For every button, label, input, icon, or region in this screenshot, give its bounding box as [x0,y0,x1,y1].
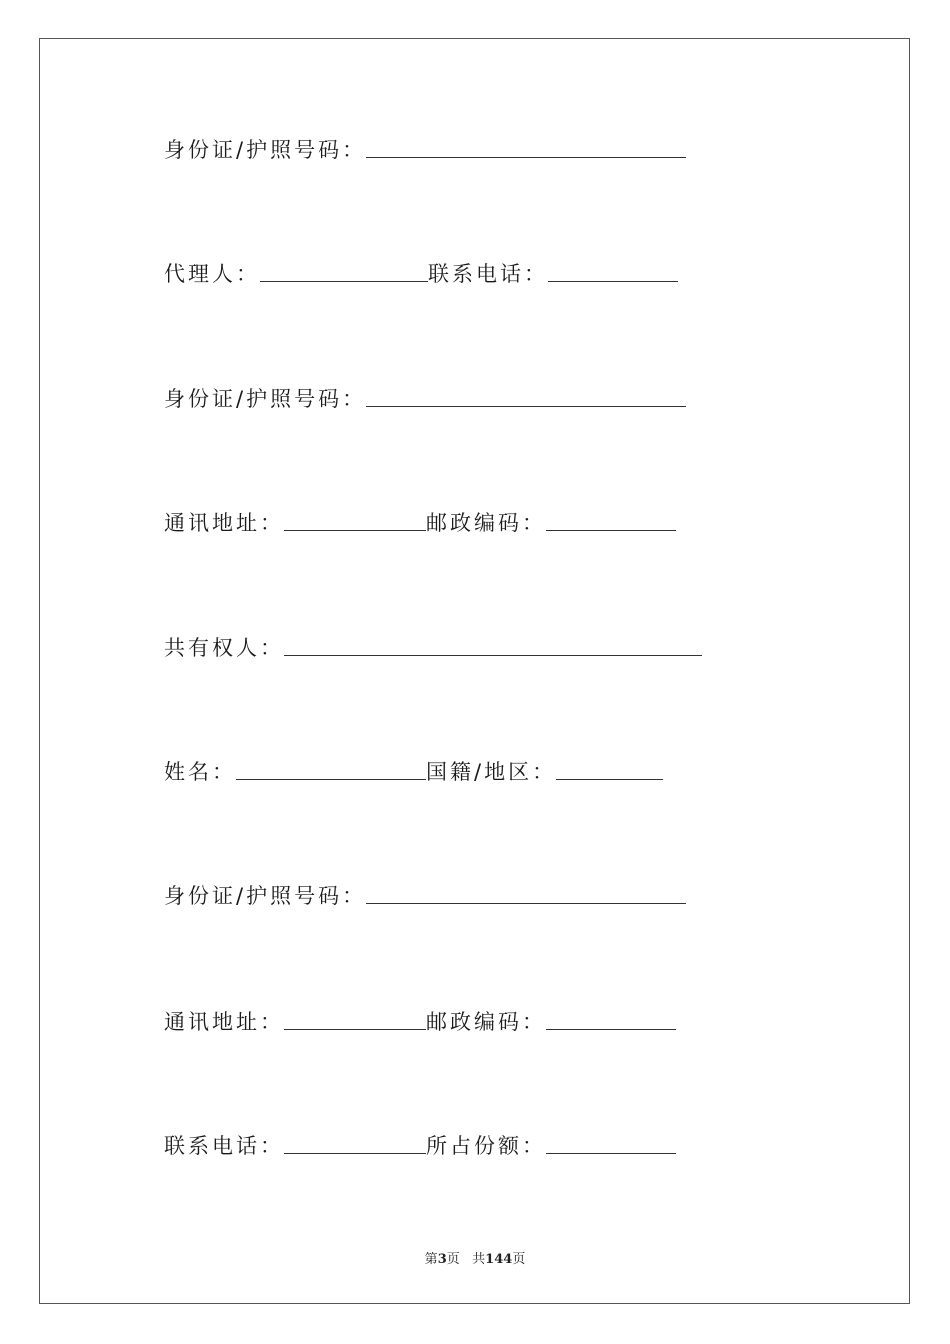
page-prefix: 第 [424,1252,438,1267]
id-passport-label: 身份证/护照号码： [164,884,367,908]
id-passport-field[interactable] [366,405,686,407]
phone-label: 联系电话： [428,262,548,286]
phone-field[interactable] [548,280,678,282]
total-prefix: 共 [472,1252,486,1267]
address-label: 通讯地址： [164,1010,284,1034]
name-label: 姓名： [164,760,236,784]
postcode-label: 邮政编码： [426,511,546,535]
page-frame [39,38,910,1304]
postcode-field[interactable] [546,1028,676,1030]
co-owner-field[interactable] [284,654,702,656]
phone-field[interactable] [284,1152,426,1154]
postcode-label: 邮政编码： [426,1010,546,1034]
id-passport-line-1 [164,132,686,162]
co-owner-label: 共有权人： [164,636,284,660]
page-footer [0,1248,950,1267]
nationality-field[interactable] [556,778,663,780]
agent-label: 代理人： [164,262,260,286]
page-suffix: 页 [446,1252,460,1267]
nationality-label: 国籍/地区： [426,760,557,784]
share-label: 所占份额： [426,1134,546,1158]
total-suffix: 页 [512,1252,526,1267]
agent-field[interactable] [260,280,428,282]
id-passport-field[interactable] [366,156,686,158]
total-pages: 144 [485,1252,513,1267]
name-field[interactable] [236,778,426,780]
address-field[interactable] [284,1028,426,1030]
id-passport-field[interactable] [366,902,686,904]
co-owner-line [164,630,702,660]
phone-share-line [164,1128,676,1158]
address-postcode-line-2 [164,1004,676,1034]
address-field[interactable] [284,529,426,531]
postcode-field[interactable] [546,529,676,531]
agent-phone-line [164,256,678,286]
address-postcode-line-1 [164,505,676,535]
id-passport-label: 身份证/护照号码： [164,138,367,162]
name-nationality-line [164,754,663,784]
id-passport-line-2 [164,381,686,411]
page-number: 3 [437,1252,447,1267]
address-label: 通讯地址： [164,511,284,535]
share-field[interactable] [546,1152,676,1154]
id-passport-label: 身份证/护照号码： [164,387,367,411]
phone-label: 联系电话： [164,1134,284,1158]
id-passport-line-3 [164,878,686,908]
